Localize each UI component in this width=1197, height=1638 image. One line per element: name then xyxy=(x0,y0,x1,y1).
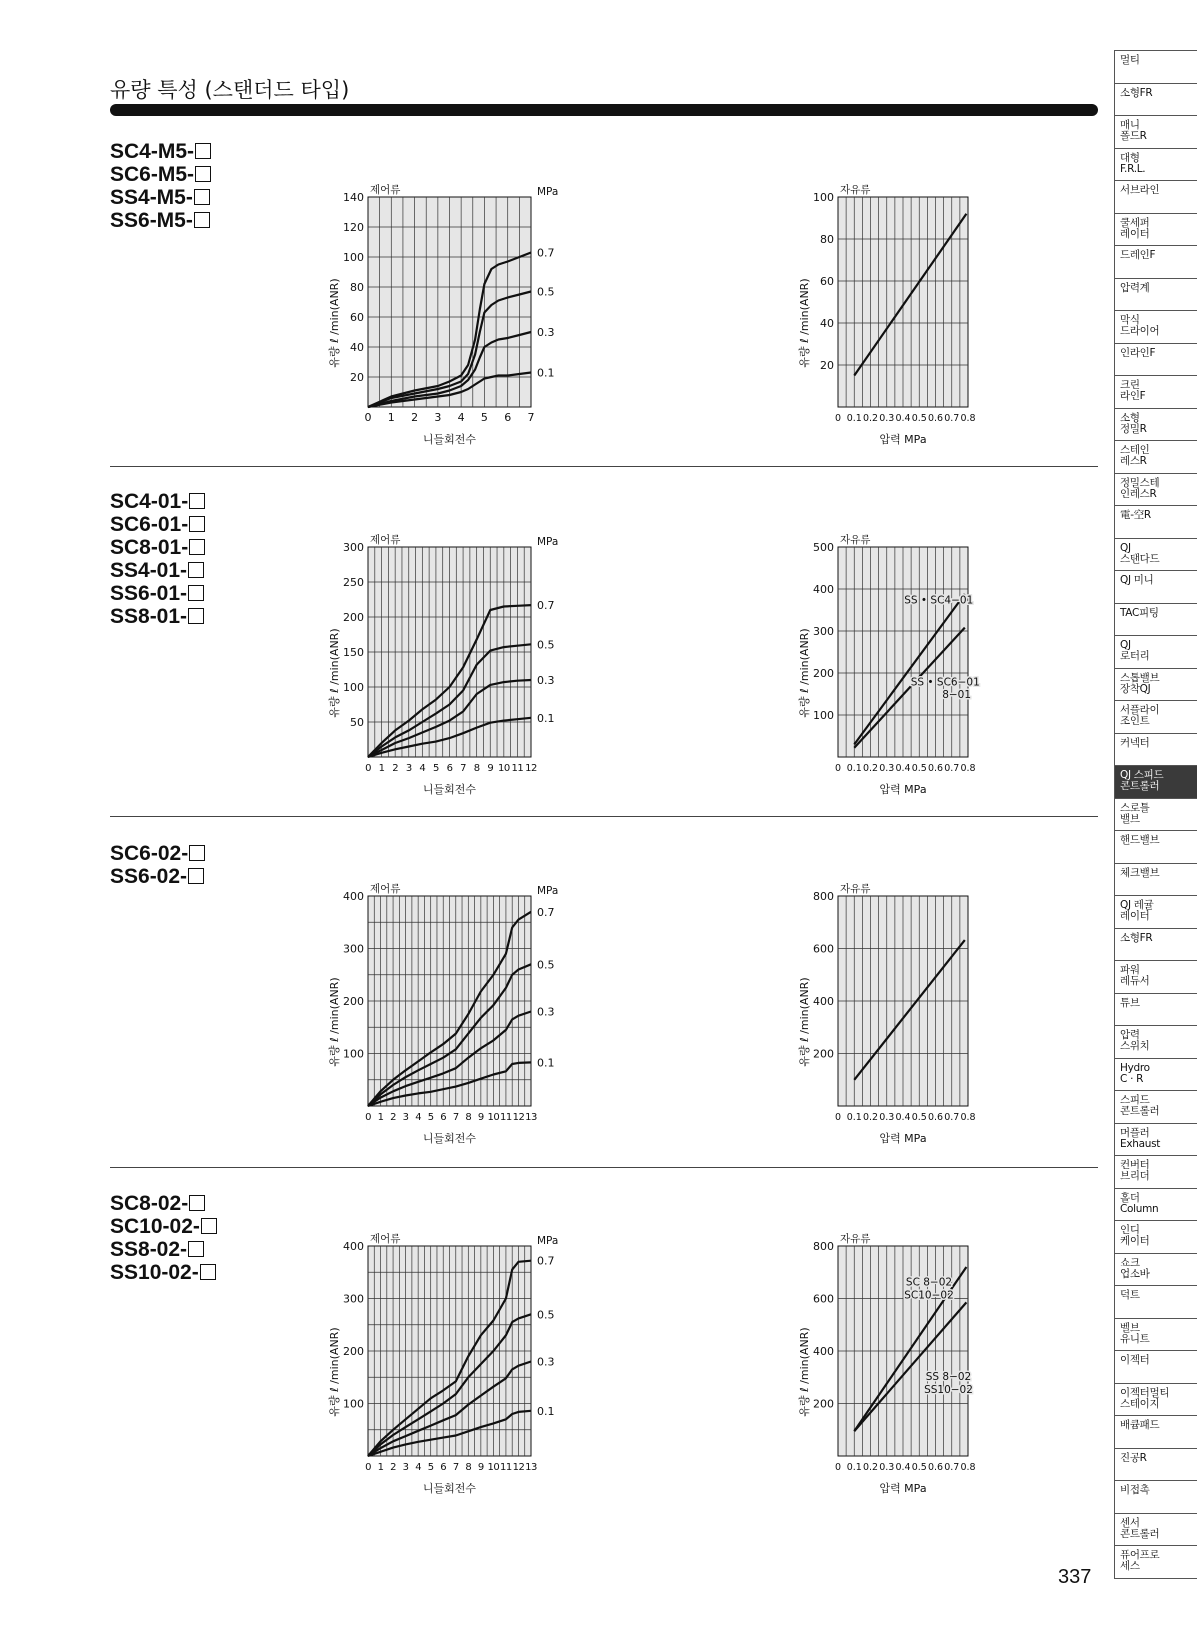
sidebar-tab[interactable]: 정밀스테 인레스R xyxy=(1114,473,1197,506)
sidebar-tab[interactable]: 비접촉 xyxy=(1114,1480,1197,1513)
option-box-icon xyxy=(189,516,205,532)
x-tick-label: 2 xyxy=(411,411,419,424)
y-tick-label: 200 xyxy=(813,667,834,680)
x-tick-label: 7 xyxy=(527,411,535,424)
option-box-icon xyxy=(189,539,205,555)
option-box-icon xyxy=(188,868,204,884)
y-tick-label: 40 xyxy=(820,317,834,330)
sidebar-tab[interactable]: 매니 폴드R xyxy=(1114,115,1197,148)
model-code-text: SC4-01- xyxy=(110,490,189,513)
x-tick-label: 8 xyxy=(473,763,480,774)
section-divider xyxy=(110,466,1098,467)
x-tick-label: 0.4 xyxy=(895,413,911,424)
series-label: 0.1 xyxy=(537,1404,555,1418)
x-tick-label: 7 xyxy=(452,1112,459,1123)
y-tick-label: 300 xyxy=(813,625,834,638)
sidebar-tab[interactable]: 튜브 xyxy=(1114,993,1197,1026)
free-flow-chart xyxy=(800,183,1000,453)
y-tick-label: 400 xyxy=(813,1345,834,1358)
y-tick-label: 300 xyxy=(343,942,364,956)
series-unit-label: MPa xyxy=(537,536,559,548)
sidebar-tab[interactable]: TAC피팅 xyxy=(1114,603,1197,636)
series-unit-label: MPa xyxy=(537,186,559,198)
model-code-text: SS8-01- xyxy=(110,605,188,628)
x-tick-label: 0.7 xyxy=(944,1462,960,1473)
x-tick-label: 0.1 xyxy=(846,763,862,774)
model-code-text: SC6-M5- xyxy=(110,163,195,186)
chart-title: 자유류 xyxy=(840,534,871,546)
x-axis-label: 압력 MPa xyxy=(879,1482,927,1495)
sidebar-tab[interactable]: 벨브 유니트 xyxy=(1114,1318,1197,1351)
y-tick-label: 80 xyxy=(350,281,364,294)
sidebar-tab[interactable]: 電-空R xyxy=(1114,505,1197,538)
y-axis-label: 유량 ℓ /min(ANR) xyxy=(798,628,811,718)
option-box-icon xyxy=(188,608,204,624)
x-tick-label: 0.1 xyxy=(846,1112,862,1123)
chart-annotation: SC10−02 xyxy=(904,1289,954,1302)
model-code xyxy=(110,163,211,186)
chart-title: 제어류 xyxy=(370,184,401,196)
series-label: 0.7 xyxy=(537,599,555,613)
model-code-text: SC8-02- xyxy=(110,1192,189,1215)
y-tick-label: 100 xyxy=(813,709,834,722)
y-tick-label: 60 xyxy=(350,311,364,324)
sidebar-tab[interactable]: 센서 콘트롤러 xyxy=(1114,1513,1197,1546)
x-tick-label: 0.6 xyxy=(927,763,944,774)
series-label: 0.5 xyxy=(537,285,555,299)
model-list xyxy=(110,490,205,628)
x-tick-label: 2 xyxy=(390,1112,397,1123)
x-tick-label: 0.8 xyxy=(960,763,976,774)
chart-title: 자유류 xyxy=(840,883,871,895)
series-unit-label: MPa xyxy=(537,885,559,897)
model-code xyxy=(110,1261,217,1284)
x-axis-label: 니들회전수 xyxy=(422,783,477,796)
option-box-icon xyxy=(195,166,211,182)
model-code xyxy=(110,186,211,209)
x-tick-label: 0.2 xyxy=(862,413,879,424)
x-tick-label: 12 xyxy=(525,763,537,774)
x-tick-label: 0.5 xyxy=(911,763,927,774)
x-tick-label: 0 xyxy=(834,763,842,774)
chart-annotation: SS10−02 xyxy=(924,1384,973,1396)
y-tick-label: 20 xyxy=(820,359,834,372)
model-code-text: SS6-M5- xyxy=(110,209,193,232)
y-axis-label: 유량 ℓ /min(ANR) xyxy=(328,278,341,368)
x-axis-label: 니들회전수 xyxy=(422,1132,477,1145)
model-code xyxy=(110,490,205,513)
x-tick-label: 0 xyxy=(365,1462,371,1473)
x-tick-label: 13 xyxy=(525,1462,537,1473)
y-tick-label: 200 xyxy=(343,611,364,624)
y-tick-label: 60 xyxy=(820,275,834,288)
sidebar-tab[interactable]: 파워 레듀서 xyxy=(1114,960,1197,993)
x-tick-label: 0.4 xyxy=(895,1112,911,1123)
sidebar-tab[interactable]: 스피드 콘트롤러 xyxy=(1114,1090,1197,1123)
y-axis-label: 유량 ℓ /min(ANR) xyxy=(798,1327,811,1417)
chart-title: 제어류 xyxy=(370,1233,401,1245)
sidebar-tab[interactable]: 진공R xyxy=(1114,1448,1197,1481)
x-tick-label: 11 xyxy=(500,1462,512,1473)
sidebar-tab[interactable]: QJ 스피드 콘트롤러 xyxy=(1114,765,1197,798)
x-tick-label: 0.8 xyxy=(960,413,976,424)
sidebar-tab[interactable]: 소형FR xyxy=(1114,928,1197,961)
sidebar-tab[interactable]: 크린 라인F xyxy=(1114,375,1197,408)
model-code xyxy=(110,865,205,888)
model-list xyxy=(110,842,205,888)
x-tick-label: 0.2 xyxy=(862,763,879,774)
sidebar-tab[interactable]: 쿨세퍼 레이터 xyxy=(1114,213,1197,246)
x-tick-label: 0.7 xyxy=(944,763,960,774)
sidebar-tab[interactable]: 서플라이 조인트 xyxy=(1114,700,1197,733)
page-title: 유량 특성 (스탠더드 타입) xyxy=(110,78,350,102)
sidebar-tab[interactable]: 컨버터 브리더 xyxy=(1114,1155,1197,1188)
x-tick-label: 9 xyxy=(487,763,494,774)
y-axis-label: 유량 ℓ /min(ANR) xyxy=(798,278,811,368)
x-tick-label: 0.2 xyxy=(862,1112,879,1123)
model-code-text: SS6-02- xyxy=(110,865,188,888)
option-box-icon xyxy=(188,562,204,578)
y-tick-label: 140 xyxy=(343,191,364,204)
y-tick-label: 120 xyxy=(343,221,364,234)
x-tick-label: 0.4 xyxy=(895,763,911,774)
sidebar-tab[interactable]: 대형 F.R.L. xyxy=(1114,148,1197,181)
y-tick-label: 200 xyxy=(813,1047,834,1061)
option-box-icon xyxy=(194,212,210,228)
x-axis-label: 압력 MPa xyxy=(879,783,927,796)
series-label: 0.3 xyxy=(537,1005,555,1019)
x-tick-label: 4 xyxy=(419,763,426,774)
free-flow-chart xyxy=(800,533,1010,803)
model-code xyxy=(110,209,211,232)
x-tick-label: 9 xyxy=(477,1462,484,1473)
x-tick-label: 5 xyxy=(427,1462,434,1473)
sidebar-tab[interactable]: 소형FR xyxy=(1114,83,1197,116)
x-tick-label: 0.7 xyxy=(944,413,960,424)
sidebar-tab[interactable]: 압력계 xyxy=(1114,278,1197,311)
y-tick-label: 400 xyxy=(343,890,364,903)
y-tick-label: 100 xyxy=(813,191,834,204)
chart-title: 자유류 xyxy=(840,184,871,196)
y-tick-label: 500 xyxy=(813,541,834,554)
sidebar-tab[interactable]: 쇼크 업소바 xyxy=(1114,1253,1197,1286)
x-tick-label: 3 xyxy=(402,1462,409,1473)
y-tick-label: 50 xyxy=(350,716,364,729)
chart-annotation: SS • SC4−01 xyxy=(904,594,974,607)
sidebar-tab[interactable]: 퓨어프로 세스 xyxy=(1114,1545,1197,1578)
model-code-text: SC8-01- xyxy=(110,536,189,559)
x-tick-label: 0 xyxy=(834,1112,842,1123)
x-tick-label: 11 xyxy=(511,763,524,774)
category-sidebar xyxy=(1114,50,1197,1579)
x-tick-label: 10 xyxy=(497,763,510,774)
x-tick-label: 0.7 xyxy=(944,1112,960,1123)
y-tick-label: 200 xyxy=(813,1397,834,1411)
x-tick-label: 0 xyxy=(364,411,372,424)
sidebar-tab[interactable]: QJ 레귤 레이터 xyxy=(1114,895,1197,928)
control-flow-chart xyxy=(330,1232,610,1502)
sidebar-tab[interactable]: 인라인F xyxy=(1114,343,1197,376)
series-label: 0.1 xyxy=(537,1056,555,1070)
x-tick-label: 0.3 xyxy=(879,1462,895,1473)
x-tick-label: 6 xyxy=(504,411,512,424)
y-tick-label: 300 xyxy=(343,541,364,554)
y-tick-label: 100 xyxy=(343,1397,364,1411)
x-tick-label: 0 xyxy=(365,763,371,774)
option-box-icon xyxy=(188,1241,204,1257)
sidebar-tab[interactable]: 막식 드라이어 xyxy=(1114,310,1197,343)
sidebar-tab[interactable]: 멀티 xyxy=(1114,50,1197,83)
sidebar-tab[interactable]: 드레인F xyxy=(1114,245,1197,278)
model-code-text: SC4-M5- xyxy=(110,140,195,163)
x-tick-label: 2 xyxy=(392,763,399,774)
x-tick-label: 0.6 xyxy=(927,413,944,424)
sidebar-tab[interactable]: QJ 미니 xyxy=(1114,570,1197,603)
chart-annotation: SC 8−02 xyxy=(905,1276,953,1289)
x-tick-label: 9 xyxy=(477,1112,484,1123)
y-tick-label: 600 xyxy=(813,1292,834,1306)
model-code-text: SS6-01- xyxy=(110,582,188,605)
chart-annotation: 8−01 xyxy=(942,689,972,702)
y-tick-label: 80 xyxy=(820,233,834,246)
x-tick-label: 7 xyxy=(452,1462,459,1473)
x-tick-label: 0.2 xyxy=(862,1462,879,1473)
model-code xyxy=(110,513,205,536)
x-tick-label: 0.8 xyxy=(960,1112,976,1123)
series-label: 0.3 xyxy=(537,674,555,687)
series-label: 0.7 xyxy=(537,905,555,919)
y-tick-label: 800 xyxy=(813,1240,834,1253)
y-tick-label: 20 xyxy=(350,371,364,384)
y-tick-label: 250 xyxy=(343,576,364,589)
option-box-icon xyxy=(201,1218,217,1234)
x-tick-label: 5 xyxy=(432,763,439,774)
title-rule xyxy=(110,104,1098,116)
x-tick-label: 4 xyxy=(415,1112,422,1123)
option-box-icon xyxy=(189,493,205,509)
y-axis-label: 유량 ℓ /min(ANR) xyxy=(328,628,341,718)
x-tick-label: 0.4 xyxy=(895,1462,911,1473)
x-tick-label: 6 xyxy=(446,763,453,774)
chart-annotation: SS 8−02 xyxy=(925,1370,972,1383)
x-tick-label: 0 xyxy=(365,1112,371,1123)
y-tick-label: 300 xyxy=(343,1292,364,1306)
model-code-text: SC6-02- xyxy=(110,842,189,865)
model-code xyxy=(110,536,205,559)
model-code-text: SS10-02- xyxy=(110,1261,199,1284)
sidebar-tab[interactable]: 압력 스위치 xyxy=(1114,1025,1197,1058)
y-tick-label: 400 xyxy=(813,583,834,596)
model-code xyxy=(110,1238,217,1261)
x-tick-label: 11 xyxy=(500,1112,512,1123)
y-axis-label: 유량 ℓ /min(ANR) xyxy=(798,977,811,1067)
y-tick-label: 150 xyxy=(343,646,364,659)
chart-title: 제어류 xyxy=(370,883,401,895)
model-code-text: SC10-02- xyxy=(110,1215,200,1238)
control-flow-chart xyxy=(330,533,610,803)
model-code-text: SS4-M5- xyxy=(110,186,193,209)
x-tick-label: 0.1 xyxy=(846,413,862,424)
sidebar-tab[interactable]: QJ 로터리 xyxy=(1114,635,1197,668)
x-tick-label: 0.5 xyxy=(911,1112,927,1123)
y-tick-label: 600 xyxy=(813,942,834,956)
sidebar-tab[interactable]: QJ 스탠다드 xyxy=(1114,538,1197,571)
series-label: 0.1 xyxy=(537,366,555,380)
series-label: 0.5 xyxy=(537,958,555,972)
series-label: 0.3 xyxy=(537,326,555,339)
series-label: 0.1 xyxy=(537,711,555,725)
option-box-icon xyxy=(200,1264,216,1280)
sidebar-tab[interactable]: 스톱밸브 장착QJ xyxy=(1114,668,1197,701)
series-label: 0.3 xyxy=(537,1355,555,1369)
option-box-icon xyxy=(194,189,210,205)
option-box-icon xyxy=(195,143,211,159)
x-tick-label: 12 xyxy=(512,1462,525,1473)
x-tick-label: 0 xyxy=(834,413,842,424)
free-flow-chart xyxy=(800,882,1000,1152)
x-tick-label: 2 xyxy=(390,1462,397,1473)
x-tick-label: 0.3 xyxy=(879,413,895,424)
x-tick-label: 3 xyxy=(434,411,442,424)
x-tick-label: 0.1 xyxy=(846,1462,862,1473)
y-tick-label: 200 xyxy=(343,995,364,1008)
sidebar-tab[interactable]: 홀더 Column xyxy=(1114,1188,1197,1221)
sidebar-tab[interactable]: 인디 케이터 xyxy=(1114,1220,1197,1253)
control-flow-chart xyxy=(330,882,610,1152)
y-axis-label: 유량 ℓ /min(ANR) xyxy=(328,1327,341,1417)
sidebar-tab[interactable]: 커넥터 xyxy=(1114,733,1197,766)
series-unit-label: MPa xyxy=(537,1235,559,1247)
model-code-text: SS8-02- xyxy=(110,1238,188,1261)
x-tick-label: 6 xyxy=(440,1462,447,1473)
x-tick-label: 1 xyxy=(378,763,385,774)
x-tick-label: 0.6 xyxy=(927,1462,944,1473)
y-tick-label: 100 xyxy=(343,681,364,694)
x-tick-label: 10 xyxy=(487,1462,500,1473)
model-code xyxy=(110,605,205,628)
x-tick-label: 8 xyxy=(465,1462,472,1473)
y-tick-label: 100 xyxy=(343,1047,364,1061)
sidebar-tab[interactable]: 서브라인 xyxy=(1114,180,1197,213)
x-tick-label: 0.3 xyxy=(879,763,895,774)
control-flow-chart xyxy=(330,183,610,453)
option-box-icon xyxy=(188,585,204,601)
free-flow-chart xyxy=(800,1232,1000,1502)
x-axis-label: 니들회전수 xyxy=(422,1482,477,1495)
x-tick-label: 10 xyxy=(487,1112,500,1123)
model-code xyxy=(110,140,211,163)
series-label: 0.7 xyxy=(537,1254,555,1268)
x-tick-label: 8 xyxy=(465,1112,472,1123)
model-code-text: SC6-01- xyxy=(110,513,189,536)
sidebar-tab[interactable]: 덕트 xyxy=(1114,1285,1197,1318)
x-tick-label: 1 xyxy=(377,1112,384,1123)
y-tick-label: 400 xyxy=(813,995,834,1008)
x-tick-label: 3 xyxy=(402,1112,409,1123)
x-tick-label: 7 xyxy=(460,763,467,774)
section-divider xyxy=(110,1167,1098,1168)
y-axis-label: 유량 ℓ /min(ANR) xyxy=(328,977,341,1067)
x-axis-label: 압력 MPa xyxy=(879,433,927,446)
model-code xyxy=(110,842,205,865)
sidebar-tab[interactable]: 배큠패드 xyxy=(1114,1415,1197,1448)
sidebar-tab[interactable]: 체크밸브 xyxy=(1114,863,1197,896)
sidebar-tab[interactable]: 스로틀 밸브 xyxy=(1114,798,1197,831)
y-tick-label: 200 xyxy=(343,1345,364,1358)
sidebar-tab[interactable]: Hydro C · R xyxy=(1114,1058,1197,1091)
model-code-text: SS4-01- xyxy=(110,559,188,582)
x-tick-label: 4 xyxy=(415,1462,422,1473)
chart-title: 자유류 xyxy=(840,1233,871,1245)
model-list xyxy=(110,140,211,232)
x-tick-label: 0.8 xyxy=(960,1462,976,1473)
series-label: 0.5 xyxy=(537,638,555,652)
sidebar-tab[interactable]: 이젝터 xyxy=(1114,1350,1197,1383)
chart-title: 제어류 xyxy=(370,534,401,546)
x-tick-label: 13 xyxy=(525,1112,537,1123)
model-code xyxy=(110,1215,217,1238)
model-code xyxy=(110,1192,217,1215)
sidebar-tab[interactable]: 머플러 Exhaust xyxy=(1114,1123,1197,1156)
model-code xyxy=(110,559,205,582)
sidebar-tab[interactable]: 소형 정밀R xyxy=(1114,408,1197,441)
x-tick-label: 6 xyxy=(440,1112,447,1123)
x-tick-label: 3 xyxy=(405,763,412,774)
x-tick-label: 0.5 xyxy=(911,1462,927,1473)
model-code xyxy=(110,582,205,605)
model-list xyxy=(110,1192,217,1284)
x-tick-label: 0.3 xyxy=(879,1112,895,1123)
y-tick-label: 40 xyxy=(350,341,364,354)
y-tick-label: 100 xyxy=(343,251,364,264)
x-tick-label: 5 xyxy=(427,1112,434,1123)
y-tick-label: 800 xyxy=(813,890,834,903)
series-label: 0.5 xyxy=(537,1308,555,1322)
x-tick-label: 0.5 xyxy=(911,413,927,424)
option-box-icon xyxy=(189,1195,205,1211)
page-number: 337 xyxy=(1058,1566,1092,1588)
sidebar-tab[interactable]: 스테인 레스R xyxy=(1114,440,1197,473)
x-tick-label: 1 xyxy=(377,1462,384,1473)
x-tick-label: 5 xyxy=(480,411,488,424)
section-divider xyxy=(110,816,1098,817)
x-tick-label: 0 xyxy=(834,1462,842,1473)
x-axis-label: 압력 MPa xyxy=(879,1132,927,1145)
x-tick-label: 4 xyxy=(457,411,465,424)
series-label: 0.7 xyxy=(537,246,555,260)
sidebar-tab[interactable]: 핸드밸브 xyxy=(1114,830,1197,863)
sidebar-bottom-border xyxy=(1114,1578,1197,1579)
sidebar-tab[interactable]: 이젝터멀티 스테이지 xyxy=(1114,1383,1197,1416)
option-box-icon xyxy=(189,845,205,861)
x-axis-label: 니들회전수 xyxy=(422,433,477,446)
x-tick-label: 12 xyxy=(512,1112,525,1123)
y-tick-label: 400 xyxy=(343,1240,364,1253)
x-tick-label: 0.6 xyxy=(927,1112,944,1123)
x-tick-label: 1 xyxy=(387,411,395,424)
chart-annotation: SS • SC6−01 xyxy=(910,676,980,689)
